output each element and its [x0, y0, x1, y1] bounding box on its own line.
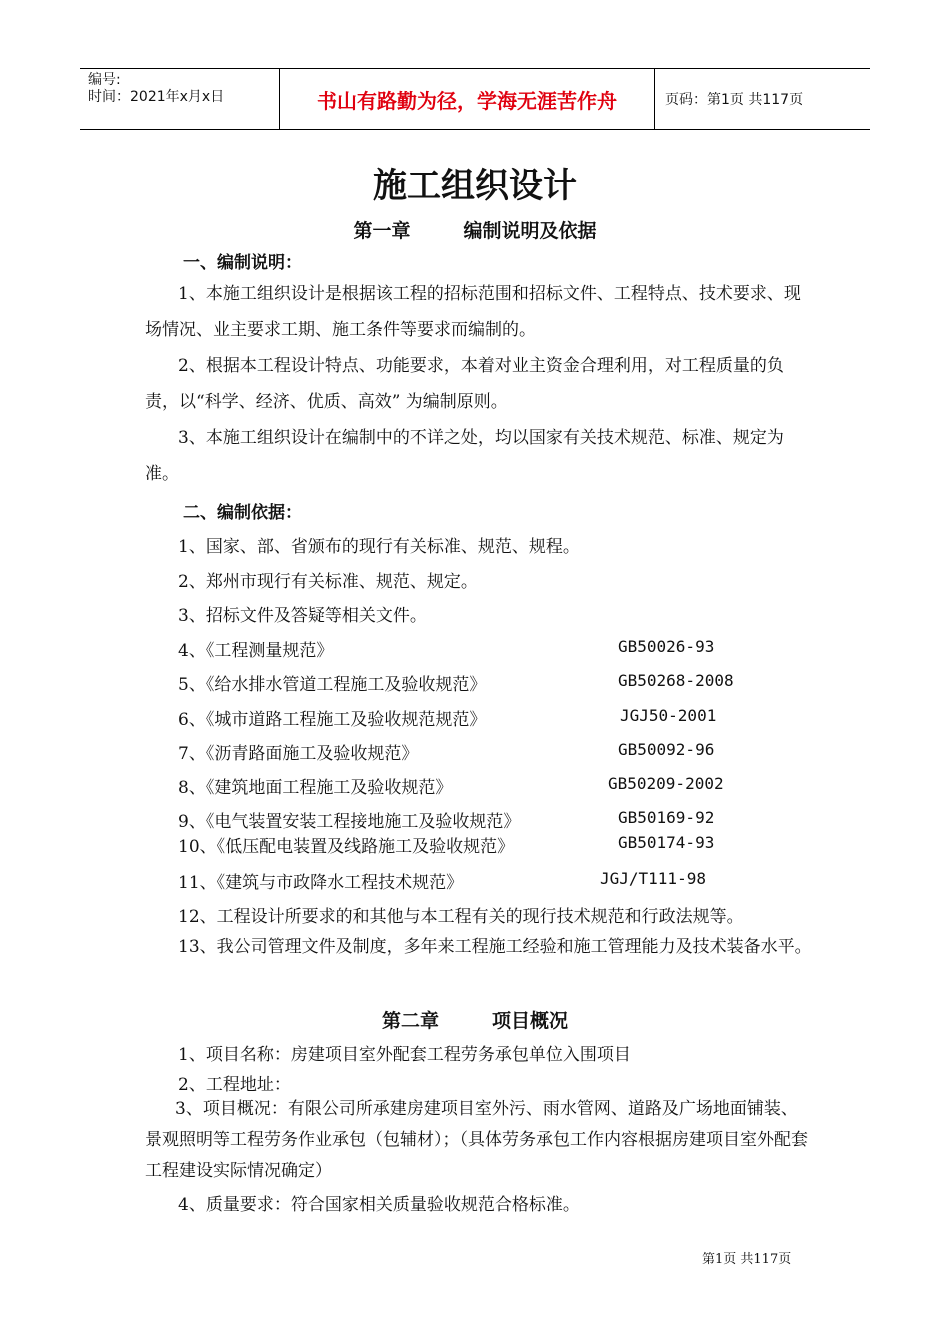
basis-item: 8、《建筑地面工程施工及验收规范》	[178, 778, 453, 798]
basis-item: 10、《低压配电装置及线路施工及验收规范》	[178, 837, 515, 857]
header-motto: 书山有路勤为径，学海无涯苦作舟	[280, 69, 655, 129]
basis-item: 9、《电气装置安装工程接地施工及验收规范》	[178, 812, 521, 832]
standard-code: GB50174-93	[618, 833, 715, 852]
basis-item: 4、《工程测量规范》	[178, 641, 334, 661]
section1-paragraph-2: 2、根据本工程设计特点、功能要求，本着对业主资金合理利用，对工程质量的负责，以“科学、经济、优质、高效” 为编制原则。	[145, 356, 784, 412]
chapter1-heading: 第一章 编制说明及依据	[353, 220, 597, 242]
basis-item: 2、郑州市现行有关标准、规范、规定。	[178, 572, 478, 592]
basis-item: 1、国家、部、省颁布的现行有关标准、规范、规程。	[178, 537, 580, 557]
basis-item-13: 13、我公司管理文件及制度，多年来工程施工经验和施工管理能力及技术装备水平。	[178, 937, 812, 957]
section1-title: 一、编制说明：	[183, 253, 302, 273]
doc-number-label: 编号:	[88, 72, 121, 88]
section1-paragraph-3: 3、本施工组织设计在编制中的不详之处，均以国家有关技术规范、标准、规定为准。	[145, 428, 784, 484]
basis-item: 7、《沥青路面施工及验收规范》	[178, 744, 419, 764]
section1-paragraph-1: 1、本施工组织设计是根据该工程的招标范围和招标文件、工程特点、技术要求、现场情况、业主要求工期、施工条件等要求而编制的。	[145, 284, 801, 340]
header-page-info: 页码：第1页 共117页	[665, 92, 804, 108]
page-header	[80, 68, 870, 130]
page-footer: 第1页 共117页	[702, 1252, 792, 1267]
overview-item: 3、项目概况：有限公司所承建房建项目室外污、雨水管网、道路及广场地面铺装、景观照明等工程劳务作业承包（包辅材）；（具体劳务承包工作内容根据房建项目室外配套工程建设实际情况确定）	[145, 1099, 808, 1181]
basis-item: 12、工程设计所要求的和其他与本工程有关的现行技术规范和行政法规等。	[178, 907, 744, 927]
section2-title: 二、编制依据：	[183, 503, 302, 523]
standard-code: GB50169-92	[618, 808, 715, 827]
time-label: 时间：2021年x月x日	[88, 89, 225, 105]
document-title: 施工组织设计	[373, 166, 577, 206]
basis-item: 5、《给水排水管道工程施工及验收规范》	[178, 675, 487, 695]
overview-item: 2、工程地址：	[178, 1075, 291, 1095]
basis-item: 3、招标文件及答疑等相关文件。	[178, 606, 427, 626]
overview-item: 4、质量要求：符合国家相关质量验收规范合格标准。	[178, 1195, 580, 1215]
chapter2-heading: 第二章 项目概况	[382, 1010, 568, 1032]
overview-item: 1、项目名称：房建项目室外配套工程劳务承包单位入围项目	[178, 1045, 631, 1065]
header-meta	[80, 69, 280, 129]
basis-item: 6、《城市道路工程施工及验收规范规范》	[178, 710, 487, 730]
standard-code: GB50026-93	[618, 637, 715, 656]
standard-code: GB50209-2002	[608, 774, 724, 793]
basis-item: 11、《建筑与市政降水工程技术规范》	[178, 873, 464, 893]
standard-code: GB50268-2008	[618, 671, 734, 690]
standard-code: JGJ50-2001	[620, 706, 717, 725]
standard-code: JGJ/T111-98	[600, 869, 706, 888]
standard-code: GB50092-96	[618, 740, 715, 759]
